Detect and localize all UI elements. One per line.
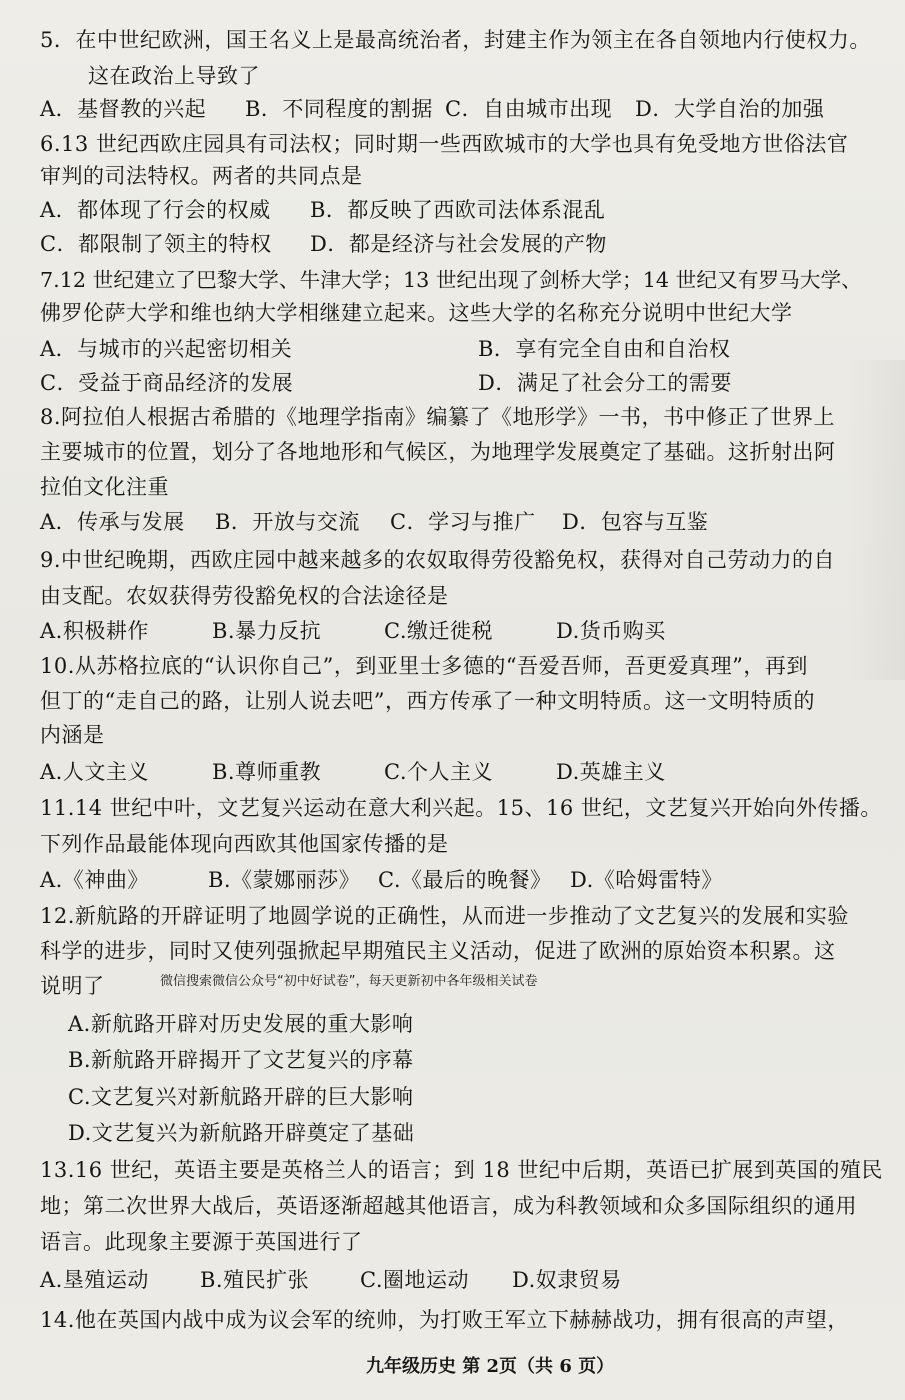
q5-option-c: C．自由城市出现 [445,97,613,121]
q11-options [40,866,880,894]
q9-option-c: C.缴迁徙税 [384,619,493,643]
q14-stem-line-1: 14.他在英国内战中成为议会军的统帅，为打败王军立下赫赫战功，拥有很高的声望， [40,1308,849,1332]
q7-option-b: B．享有完全自由和自治权 [478,337,731,361]
q11-option-c: C.《最后的晚餐》 [378,868,552,892]
q9-stem-line-1: 9.中世纪晚期，西欧庄园中越来越多的农奴取得劳役豁免权，获得对自己劳动力的自 [40,548,836,572]
q12-stem-line-2: 科学的进步，同时又使列强掀起早期殖民主义活动，促进了欧洲的原始资本积累。这 [40,939,836,963]
q7-options-row-1 [40,335,880,363]
q7-options-row-2 [40,369,880,397]
q6-options-row-1 [40,196,880,224]
q12-option-d: D.文艺复兴为新航路开辟奠定了基础 [68,1121,415,1145]
q10-option-d: D.英雄主义 [556,760,666,784]
q9-stem-line-2: 由支配。农奴获得劳役豁免权的合法途径是 [40,584,449,608]
q9-option-d: D.货币购买 [556,619,666,643]
q13-option-c: C.圈地运动 [360,1268,469,1292]
q9-option-a: A.积极耕作 [40,619,149,643]
q11-option-b: B.《蒙娜丽莎》 [208,868,361,892]
q10-option-c: C.个人主义 [384,760,493,784]
q7-option-c: C．受益于商品经济的发展 [40,371,294,395]
q11-stem-line-1: 11.14 世纪中叶，文艺复兴运动在意大利兴起。15、16 世纪，文艺复兴开始向外传播。 [40,796,882,820]
q13-options [40,1266,880,1294]
q13-option-b: B.殖民扩张 [200,1268,310,1292]
q9-options [40,617,880,645]
q10-option-b: B.尊师重教 [212,760,322,784]
q12-stem-line-1: 12.新航路的开辟证明了地圆学说的正确性，从而进一步推动了文艺复兴的发展和实验 [40,904,849,928]
q6-stem-line-2: 审判的司法特权。两者的共同点是 [40,164,363,188]
watermark-text: 微信搜索微信公众号“初中好试卷”，每天更新初中各年级相关试卷 [160,974,538,989]
q10-options [40,758,880,786]
q8-stem-line-3: 拉伯文化注重 [40,475,169,499]
q5-stem-line-2: 这在政治上导致了 [88,64,260,88]
q13-stem-line-2: 地；第二次世界大战后，英语逐渐超越其他语言，成为科教领域和众多国际组织的通用 [40,1194,857,1218]
q13-option-a: A.垦殖运动 [40,1268,149,1292]
q10-stem-line-3: 内涵是 [40,723,105,747]
q11-stem-line-2: 下列作品最能体现向西欧其他国家传播的是 [40,832,449,856]
q10-option-a: A.人文主义 [40,760,149,784]
q5-option-d: D．大学自治的加强 [635,97,825,121]
q13-stem-line-3: 语言。此现象主要源于英国进行了 [40,1230,363,1254]
q6-stem-line-1: 6.13 世纪西欧庄园具有司法权；同时期一些西欧城市的大学也具有免受地方世俗法官 [40,132,849,156]
q7-stem-line-1: 7.12 世纪建立了巴黎大学、牛津大学；13 世纪出现了剑桥大学；14 世纪又有罗马大学、 [40,268,862,292]
q9-option-b: B.暴力反抗 [212,619,322,643]
q8-options [40,508,880,536]
q8-option-b: B．开放与交流 [215,510,360,534]
q13-option-d: D.奴隶贸易 [512,1268,622,1292]
q6-option-d: D．都是经济与社会发展的产物 [310,232,607,256]
q6-option-a: A．都体现了行会的权威 [40,198,271,222]
q10-stem-line-1: 10.从苏格拉底的“认识你自己”，到亚里士多德的“吾爱吾师，吾更爱真理”，再到 [40,654,808,678]
q8-option-c: C．学习与推广 [390,510,536,534]
q12-option-a: A.新航路开辟对历史发展的重大影响 [68,1012,414,1036]
q8-option-a: A．传承与发展 [40,510,185,534]
q6-option-c: C．都限制了领主的特权 [40,232,272,256]
page-footer: 九年级历史 第 2页（共 6 页） [366,1356,615,1377]
q11-option-a: A.《神曲》 [40,868,149,892]
q8-option-d: D．包容与互鉴 [562,510,709,534]
q5-option-b: B．不同程度的割据 [245,97,433,121]
q8-stem-line-2: 主要城市的位置，划分了各地地形和气候区，为地理学发展奠定了基础。这折射出阿 [40,440,836,464]
q13-stem-line-1: 13.16 世纪，英语主要是英格兰人的语言；到 18 世纪中后期，英语已扩展到英国的殖民 [40,1158,883,1182]
q12-option-c: C.文艺复兴对新航路开辟的巨大影响 [68,1085,414,1109]
q12-stem-line-3: 说明了 [40,974,105,998]
q12-option-b: B.新航路开辟揭开了文艺复兴的序幕 [68,1048,414,1072]
q10-stem-line-2: 但丁的“走自己的路，让别人说去吧”，西方传承了一种文明特质。这一文明特质的 [40,689,815,713]
q7-option-a: A．与城市的兴起密切相关 [40,337,293,361]
q6-option-b: B．都反映了西欧司法体系混乱 [310,198,606,222]
q6-options-row-2 [40,230,880,258]
q7-stem-line-2: 佛罗伦萨大学和维也纳大学相继建立起来。这些大学的名称充分说明中世纪大学 [40,301,793,325]
q5-options [40,95,880,123]
q8-stem-line-1: 8.阿拉伯人根据古希腊的《地理学指南》编纂了《地形学》一书，书中修正了世界上 [40,405,836,429]
q5-stem-line-1: 5．在中世纪欧洲，国王名义上是最高统治者，封建主作为领主在各自领地内行使权力。 [40,28,871,52]
q11-option-d: D.《哈姆雷特》 [570,868,723,892]
q5-option-a: A．基督教的兴起 [40,97,207,121]
q7-option-d: D．满足了社会分工的需要 [478,371,732,395]
